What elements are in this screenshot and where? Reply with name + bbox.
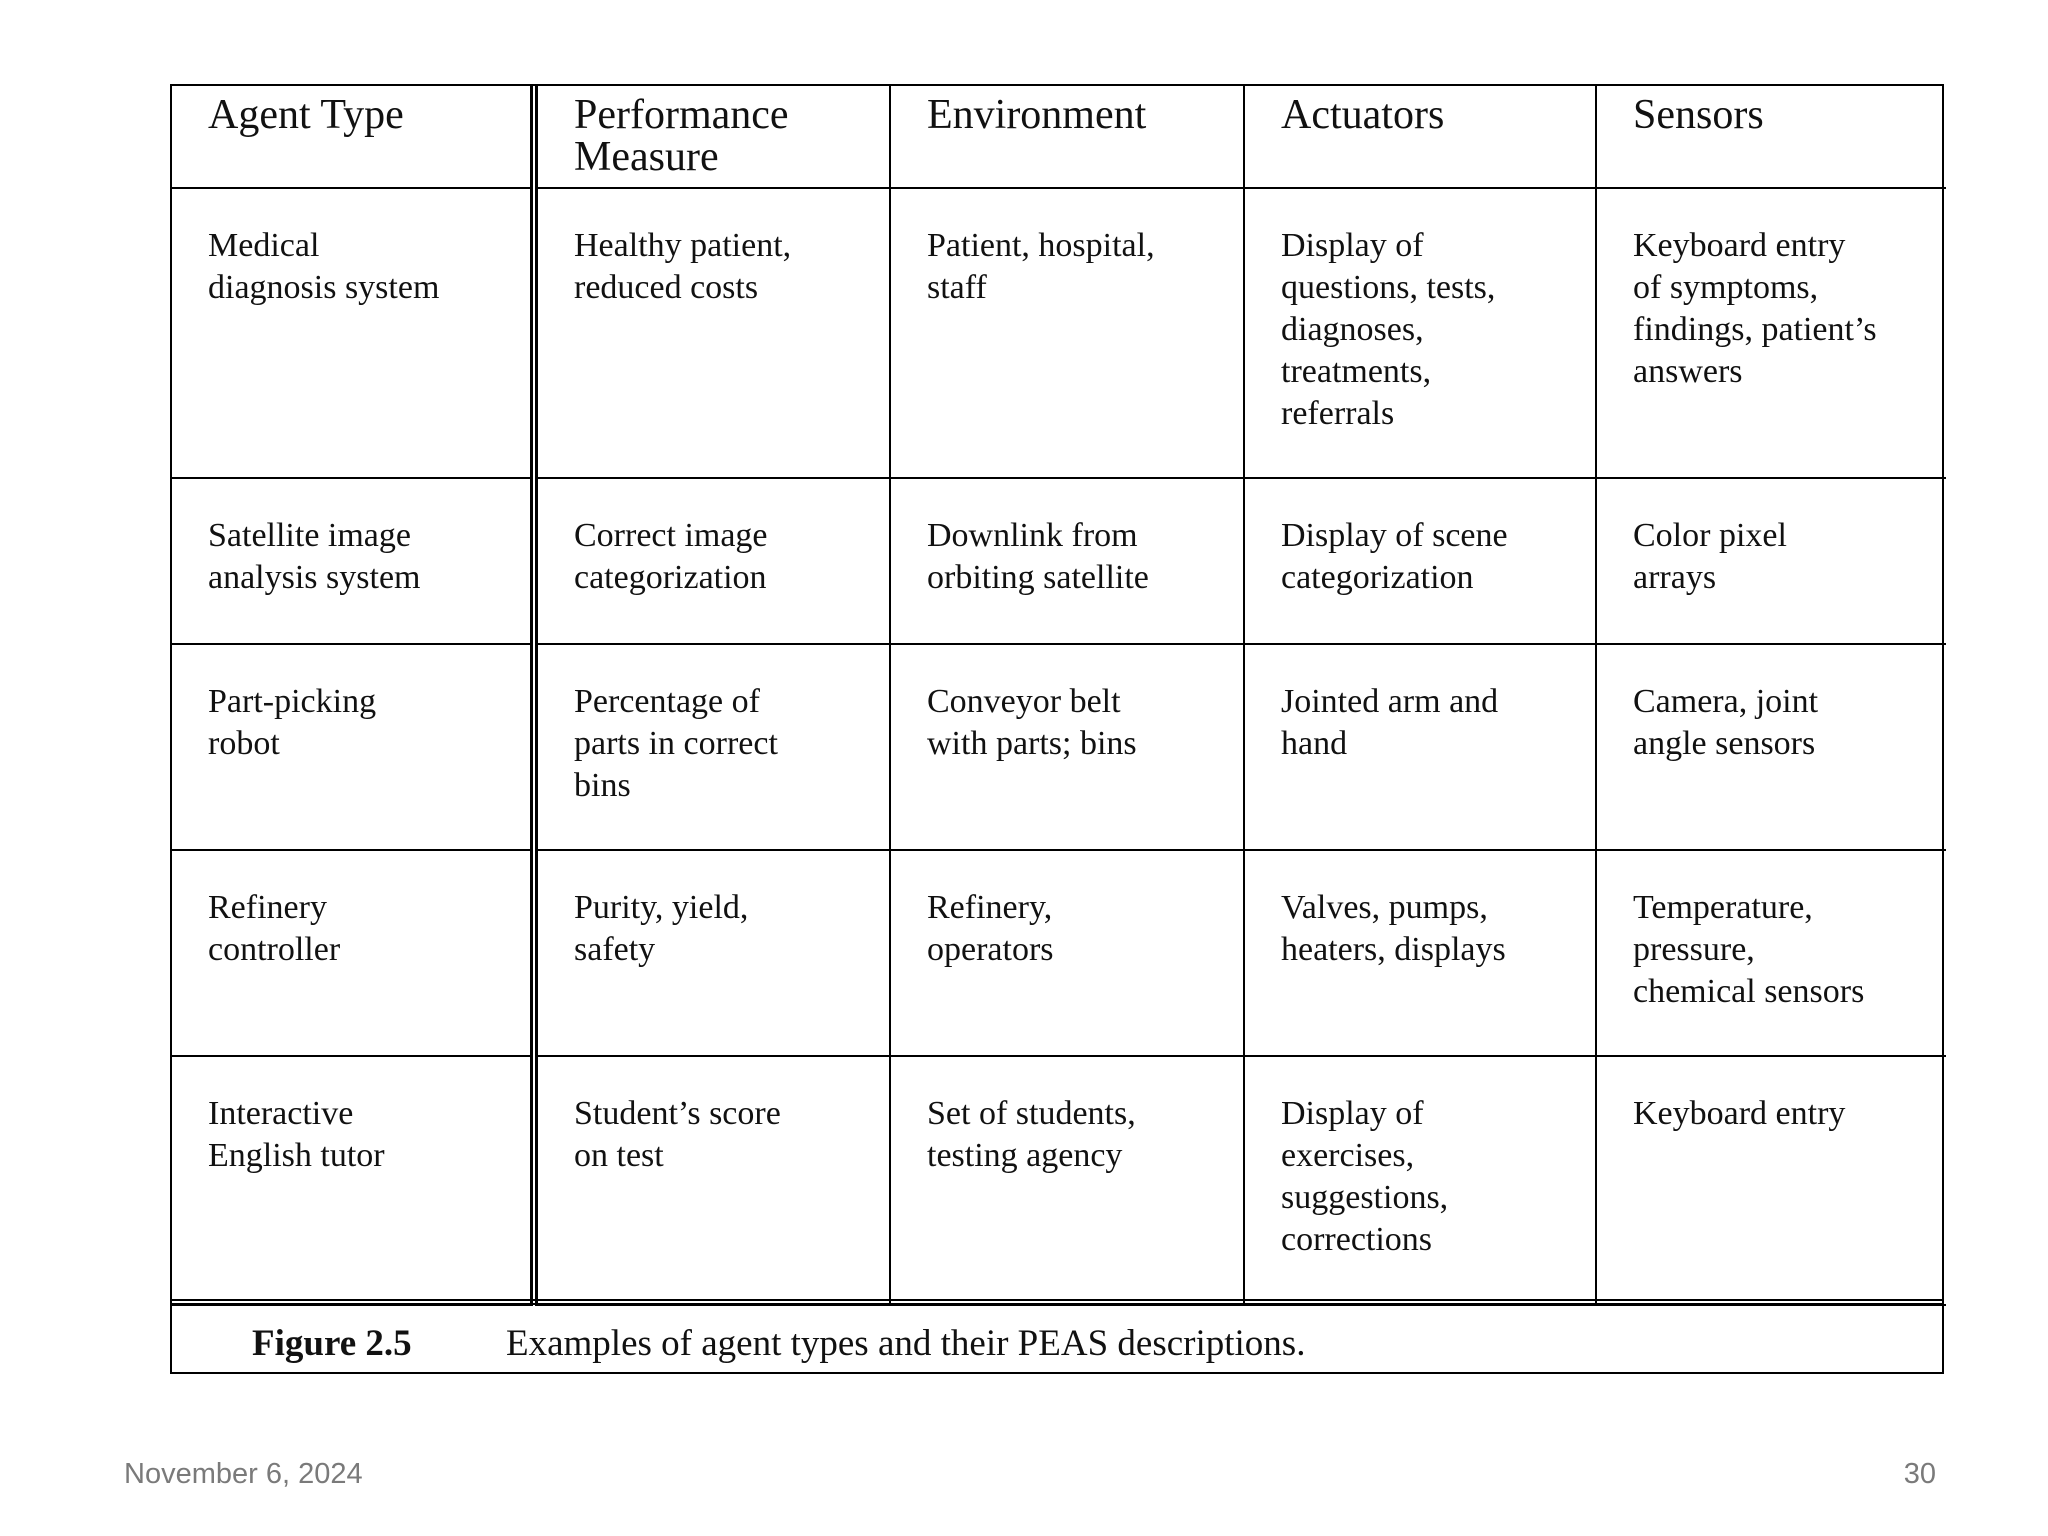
table-cell: Satellite image analysis system <box>172 478 534 644</box>
table-cell: Jointed arm and hand <box>1244 644 1596 850</box>
caption-text: Examples of agent types and their PEAS descriptions. <box>506 1323 1306 1364</box>
table-cell: Downlink from orbiting satellite <box>890 478 1244 644</box>
peas-figure <box>170 84 1944 1374</box>
peas-table <box>172 86 1946 1306</box>
table-cell: Display of questions, tests, diagnoses, treatments, referrals <box>1244 188 1596 478</box>
table-cell: Keyboard entry of symptoms, findings, patient’s answers <box>1596 188 1946 478</box>
table-cell: Refinery controller <box>172 850 534 1056</box>
header-environment: Environment <box>890 86 1244 188</box>
table-cell: Refinery, operators <box>890 850 1244 1056</box>
table-cell: Valves, pumps, heaters, displays <box>1244 850 1596 1056</box>
table-cell: Interactive English tutor <box>172 1056 534 1305</box>
table-cell: Display of scene categorization <box>1244 478 1596 644</box>
table-row <box>172 188 1946 478</box>
footer-date: November 6, 2024 <box>124 1458 363 1490</box>
table-cell: Camera, joint angle sensors <box>1596 644 1946 850</box>
table-cell: Keyboard entry <box>1596 1056 1946 1305</box>
figure-caption <box>172 1299 1942 1374</box>
table-cell: Correct image categorization <box>534 478 890 644</box>
table-cell: Patient, hospital, staff <box>890 188 1244 478</box>
table-row <box>172 1056 1946 1305</box>
table-cell: Set of students, testing agency <box>890 1056 1244 1305</box>
table-row <box>172 850 1946 1056</box>
page-number: 30 <box>1903 1458 1936 1490</box>
table-header-row <box>172 86 1946 188</box>
table-cell: Temperature, pressure, chemical sensors <box>1596 850 1946 1056</box>
table-cell: Healthy patient, reduced costs <box>534 188 890 478</box>
header-actuators: Actuators <box>1244 86 1596 188</box>
table-cell: Part-picking robot <box>172 644 534 850</box>
header-performance-measure: Performance Measure <box>534 86 890 188</box>
table-cell: Purity, yield, safety <box>534 850 890 1056</box>
table-cell: Display of exercises, suggestions, corrections <box>1244 1056 1596 1305</box>
table-cell: Medical diagnosis system <box>172 188 534 478</box>
header-sensors: Sensors <box>1596 86 1946 188</box>
table-cell: Conveyor belt with parts; bins <box>890 644 1244 850</box>
header-agent-type: Agent Type <box>172 86 534 188</box>
table-cell: Color pixel arrays <box>1596 478 1946 644</box>
table-cell: Student’s score on test <box>534 1056 890 1305</box>
caption-label: Figure 2.5 <box>252 1323 412 1364</box>
table-row <box>172 644 1946 850</box>
table-row <box>172 478 1946 644</box>
table-cell: Percentage of parts in correct bins <box>534 644 890 850</box>
